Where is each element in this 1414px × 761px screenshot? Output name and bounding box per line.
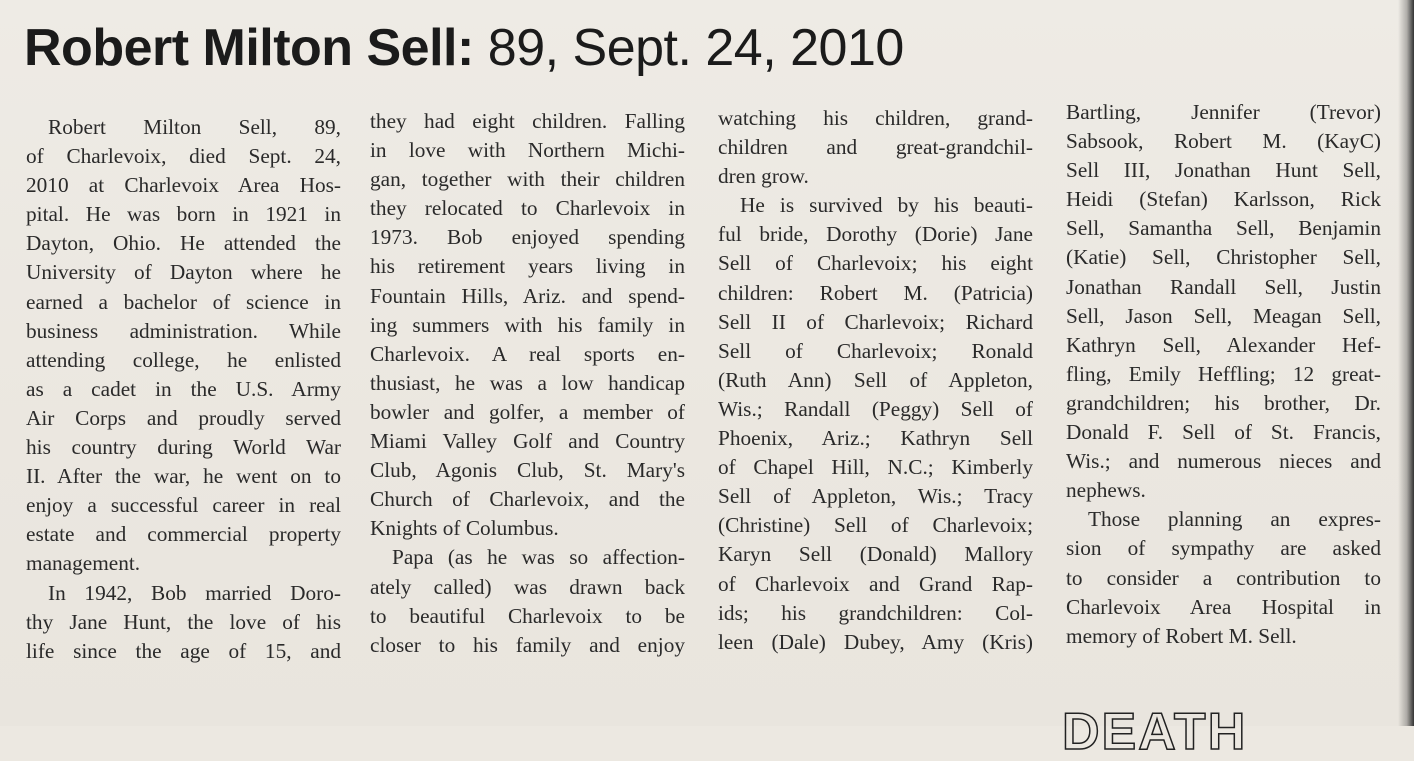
text-line: (Katie) Sell, Christopher Sell, xyxy=(1066,245,1381,270)
text-line: He is survived by his beauti- xyxy=(740,193,1033,218)
text-line: Sell II of Charlevoix; Richard xyxy=(718,309,1033,334)
text-line: they relocated to Charlevoix in xyxy=(370,196,685,221)
text-line: of Chapel Hill, N.C.; Kimberly xyxy=(718,455,1033,480)
text-line: II. After the war, he went on to xyxy=(26,464,341,489)
next-article-headline-fragment: DEATH xyxy=(1062,703,1248,761)
text-line: memory of Robert M. Sell. xyxy=(1066,623,1297,648)
text-line: his country during World War xyxy=(26,435,341,460)
headline-name: Robert Milton Sell: xyxy=(24,19,474,77)
text-line: Charlevoix. A real sports en- xyxy=(370,341,685,366)
text-line: enjoy a successful career in real xyxy=(26,493,341,518)
text-line: Phoenix, Ariz.; Kathryn Sell xyxy=(718,426,1033,451)
text-line: Sell of Appleton, Wis.; Tracy xyxy=(718,484,1033,509)
text-line: closer to his family and enjoy xyxy=(370,632,685,657)
text-line: Sell of Charlevoix; his eight xyxy=(718,251,1033,276)
text-line: thy Jane Hunt, the love of his xyxy=(26,609,341,634)
text-line: grandchildren; his brother, Dr. xyxy=(1066,390,1381,415)
text-line: Air Corps and proudly served xyxy=(26,405,341,430)
text-line: Charlevoix Area Hospital in xyxy=(1066,594,1381,619)
text-line: gan, together with their children xyxy=(370,167,685,192)
body-column-4 xyxy=(1066,98,1381,651)
text-line: sion of sympathy are asked xyxy=(1066,536,1381,561)
text-line: they had eight children. Falling xyxy=(370,109,685,133)
body-column-2 xyxy=(370,107,685,660)
text-line: Wis.; Randall (Peggy) Sell of xyxy=(718,396,1033,421)
text-line: In 1942, Bob married Doro- xyxy=(48,580,341,605)
text-line: management. xyxy=(26,551,141,576)
text-line: Miami Valley Golf and Country xyxy=(370,429,685,454)
text-line: 2010 at Charlevoix Area Hos- xyxy=(26,173,341,198)
text-line: earned a bachelor of science in xyxy=(26,289,341,314)
text-line: (Christine) Sell of Charlevoix; xyxy=(718,513,1033,538)
text-line: of Charlevoix and Grand Rap- xyxy=(718,571,1033,596)
text-line: Church of Charlevoix, and the xyxy=(370,487,685,512)
text-line: Sell, Jason Sell, Meagan Sell, xyxy=(1066,303,1381,328)
text-line: attending college, he enlisted xyxy=(26,347,341,372)
text-line: 1973. Bob enjoyed spending xyxy=(370,225,685,250)
text-line: ids; his grandchildren: Col- xyxy=(718,600,1033,625)
headline-age-date: 89, Sept. 24, 2010 xyxy=(473,19,904,77)
text-line: ful bride, Dorothy (Dorie) Jane xyxy=(718,222,1033,247)
text-line: Dayton, Ohio. He attended the xyxy=(26,231,341,256)
text-line: business administration. While xyxy=(26,318,341,343)
text-line: Knights of Columbus. xyxy=(370,516,559,541)
text-line: Heidi (Stefan) Karlsson, Rick xyxy=(1066,187,1381,212)
text-line: estate and commercial property xyxy=(26,522,341,547)
text-line: Robert Milton Sell, 89, xyxy=(48,115,341,139)
text-line: his retirement years living in xyxy=(370,254,685,279)
text-line: fling, Emily Heffling; 12 great- xyxy=(1066,361,1381,386)
text-line: watching his children, grand- xyxy=(718,106,1033,130)
text-line: to consider a contribution to xyxy=(1066,565,1381,590)
text-line: Sell, Samantha Sell, Benjamin xyxy=(1066,216,1381,241)
page-edge-shadow xyxy=(1398,0,1414,726)
body-column-1 xyxy=(26,113,341,666)
text-line: children and great-grandchil- xyxy=(718,135,1033,160)
text-line: Sabsook, Robert M. (KayC) xyxy=(1066,129,1381,154)
text-line: pital. He was born in 1921 in xyxy=(26,202,341,227)
text-line: ing summers with his family in xyxy=(370,312,685,337)
text-line: to beautiful Charlevoix to be xyxy=(370,603,685,628)
text-line: Karyn Sell (Donald) Mallory xyxy=(718,542,1033,567)
text-line: Fountain Hills, Ariz. and spend- xyxy=(370,283,685,308)
text-line: children: Robert M. (Patricia) xyxy=(718,280,1033,305)
obituary-headline xyxy=(24,19,904,77)
body-column-3 xyxy=(718,104,1033,657)
text-line: thusiast, he was a low handicap xyxy=(370,370,685,395)
text-line: Donald F. Sell of St. Francis, xyxy=(1066,420,1381,445)
text-line: dren grow. xyxy=(718,164,809,189)
text-line: ately called) was drawn back xyxy=(370,574,685,599)
text-line: University of Dayton where he xyxy=(26,260,341,285)
text-line: Those planning an expres- xyxy=(1088,507,1381,532)
text-line: Bartling, Jennifer (Trevor) xyxy=(1066,100,1381,124)
text-line: nephews. xyxy=(1066,478,1146,503)
text-line: Jonathan Randall Sell, Justin xyxy=(1066,274,1381,299)
text-line: (Ruth Ann) Sell of Appleton, xyxy=(718,367,1033,392)
text-line: Papa (as he was so affection- xyxy=(392,545,685,570)
text-line: Wis.; and numerous nieces and xyxy=(1066,449,1381,474)
text-line: Sell of Charlevoix; Ronald xyxy=(718,338,1033,363)
text-line: Kathryn Sell, Alexander Hef- xyxy=(1066,332,1381,357)
text-line: Sell III, Jonathan Hunt Sell, xyxy=(1066,158,1381,183)
text-line: Club, Agonis Club, St. Mary's xyxy=(370,458,685,483)
text-line: in love with Northern Michi- xyxy=(370,138,685,163)
text-line: as a cadet in the U.S. Army xyxy=(26,376,341,401)
text-line: of Charlevoix, died Sept. 24, xyxy=(26,144,341,169)
text-line: bowler and golfer, a member of xyxy=(370,399,685,424)
text-line: life since the age of 15, and xyxy=(26,638,341,663)
text-line: leen (Dale) Dubey, Amy (Kris) xyxy=(718,629,1033,654)
